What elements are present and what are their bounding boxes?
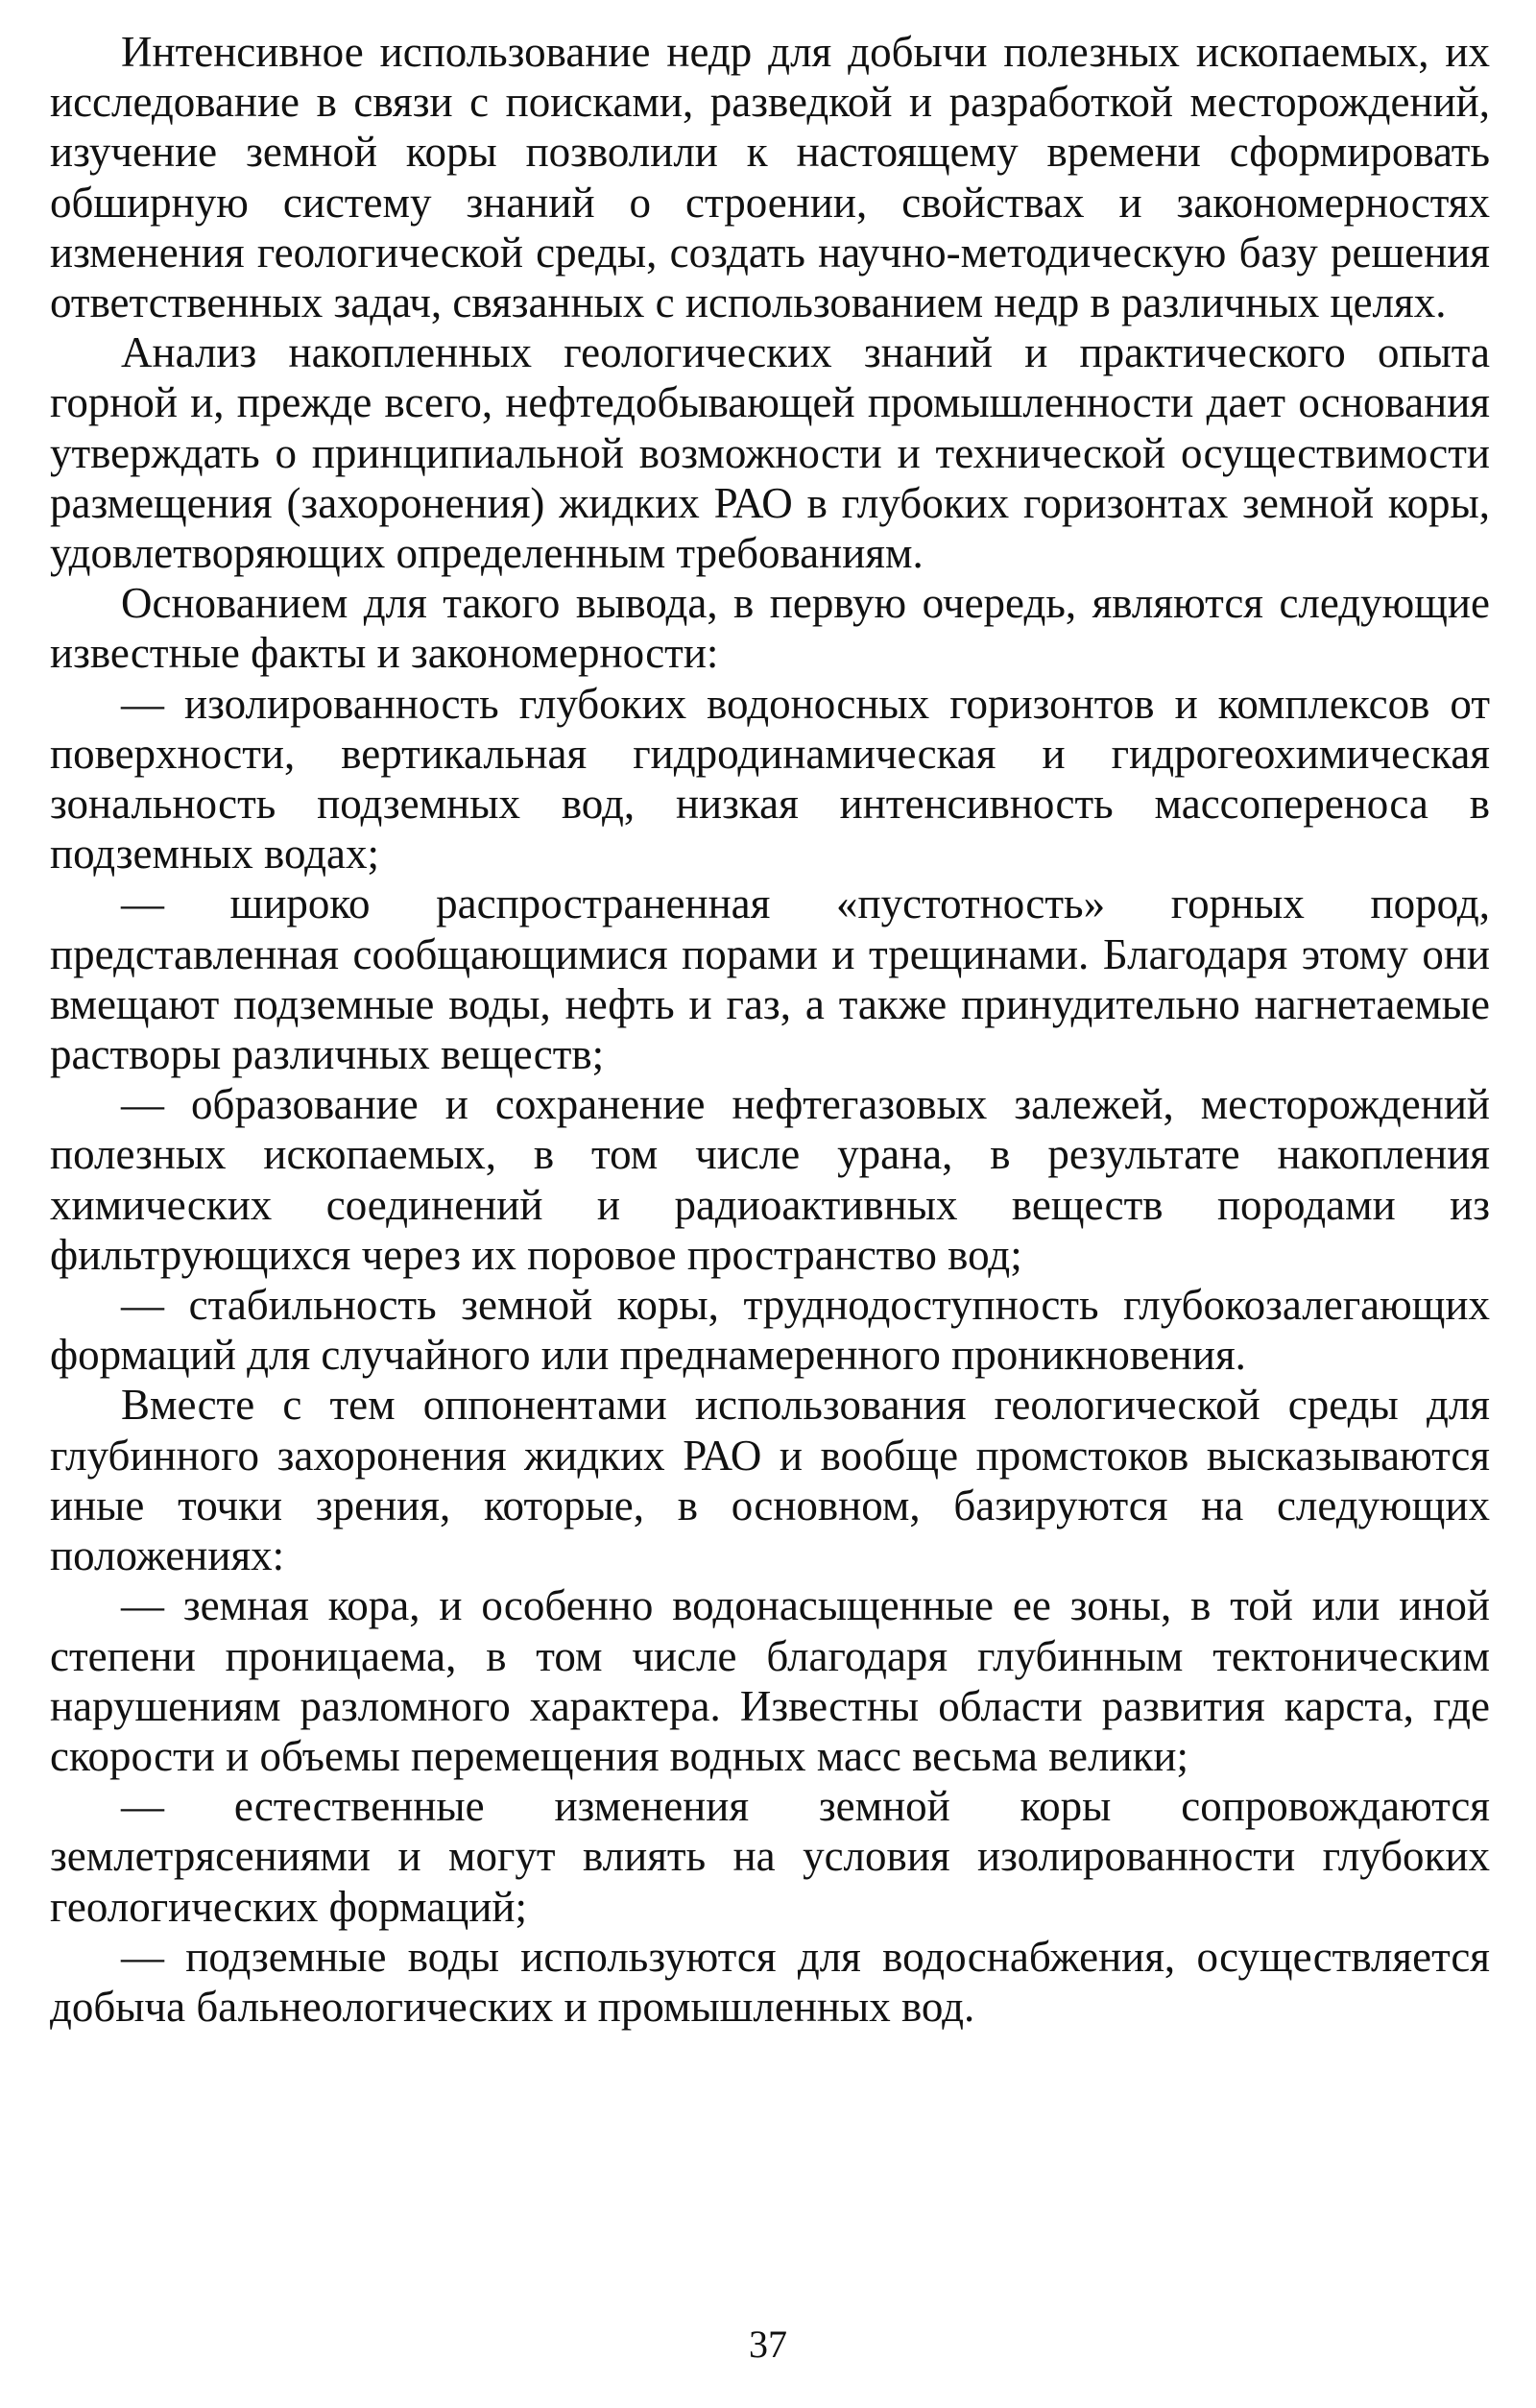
list-item-isolation: — изолированность глубоких водоносных горизонтов и комплексов от поверхности, вертикальная гидродинамическая и гидрогеохимическая зональность подземных вод, низкая интенсивность массопереноса в подземных водах; — [50, 679, 1490, 879]
body-text — [50, 27, 1490, 2032]
list-item-water-use: — подземные воды используются для водоснабжения, осуществляется добыча бальнеологических и промышленных вод. — [50, 1932, 1490, 2031]
paragraph-intro: Интенсивное использование недр для добычи полезных ископаемых, их исследование в связи с поисками, разведкой и разработкой месторождений, изучение земной коры позволили к настоящему времени сформировать обширную систему знаний о строении, свойствах и закономерностях изменения геологической среды, создать научно-методическую базу решения ответственных задач, связанных с использованием недр в различных целях. — [50, 28, 1490, 327]
list-item-deposits: — образование и сохранение нефтегазовых залежей, месторождений полезных ископаемых, в том числе урана, в результате накопления химических соединений и радиоактивных веществ породами из фильтрующихся через их поровое пространство вод; — [50, 1080, 1490, 1279]
paragraph-opponents: Вместе с тем оппонентами использования геологической среды для глубинного захоронения жидких РАО и вообще промстоков высказываются иные точки зрения, которые, в основном, базируются на следующих положениях: — [50, 1381, 1490, 1580]
paragraph-analysis: Анализ накопленных геологических знаний и практического опыта горной и, прежде всего, нефтедобывающей промышленности дает основания утверждать о принципиальной возможности и технической осуществимости размещения (захоронения) жидких РАО в глубоких горизонтах земной коры, удовлетворяющих определенным требованиям. — [50, 328, 1490, 578]
list-item-stability: — стабильность земной коры, труднодоступность глубокозалегающих формаций для случайного или преднамеренного проникновения. — [50, 1281, 1490, 1380]
list-item-permeability: — земная кора, и особенно водонасыщенные ее зоны, в той или иной степени проницаема, в том числе благодаря глубинным тектоническим нарушениям разломного характера. Известны области развития карста, где скорости и объемы перемещения водных масс весьма велики; — [50, 1581, 1490, 1780]
list-item-porosity: — широко распространенная «пустотность» горных пород, представленная сообщающимися порами и трещинами. Благодаря этому они вмещают подземные воды, нефть и газ, а также принудительно нагнетаемые растворы различных веществ; — [50, 879, 1490, 1079]
paragraph-basis: Основанием для такого вывода, в первую очередь, являются следующие известные факты и закономерности: — [50, 579, 1490, 678]
list-item-earthquakes: — естественные изменения земной коры сопровождаются землетрясениями и могут влиять на условия изолированности глубоких геологических формаций; — [50, 1782, 1490, 1931]
page-number: 37 — [749, 2323, 787, 2366]
